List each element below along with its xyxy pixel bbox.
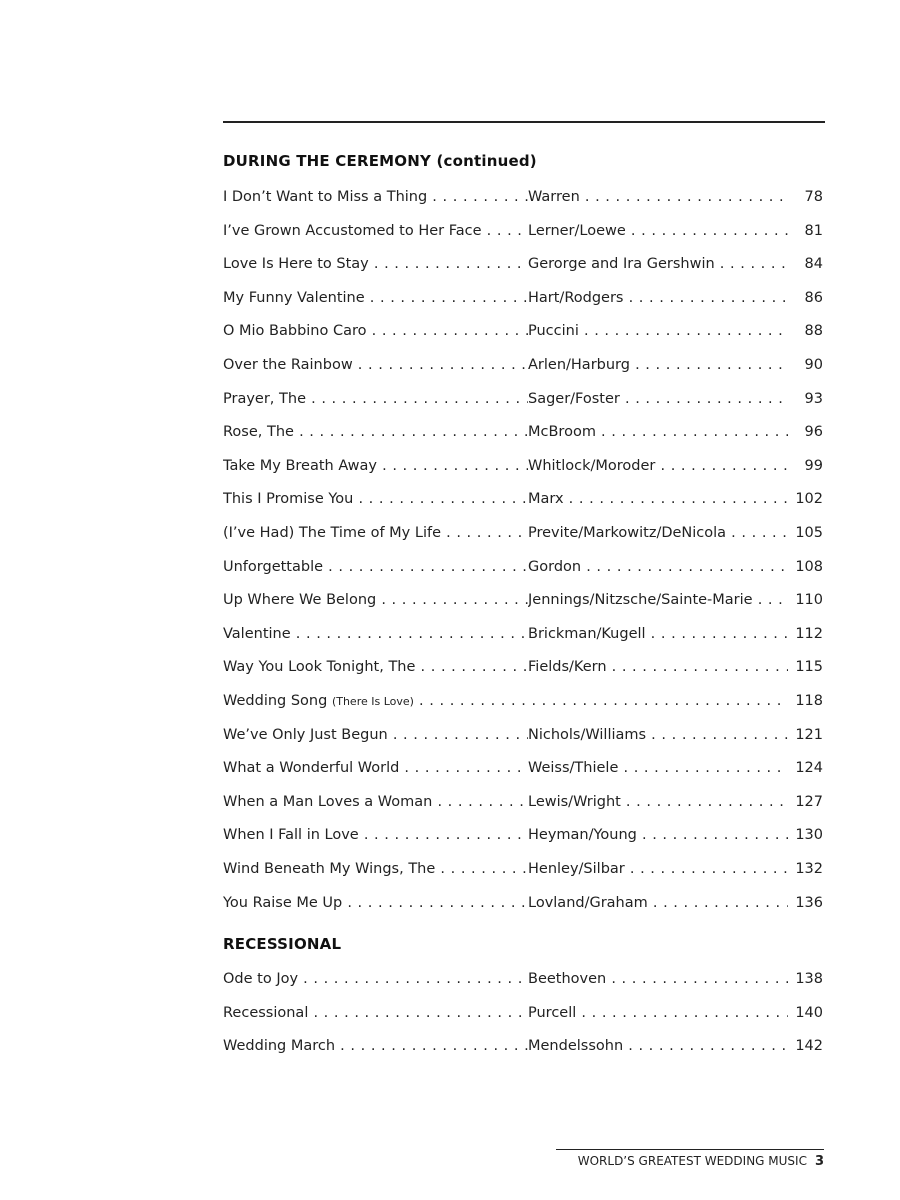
entry-composer [528, 969, 788, 989]
entry-composer-text: Gordon [528, 558, 582, 575]
toc-entry [223, 187, 823, 207]
entry-composer-text: Gerorge and Ira Gershwin [528, 256, 715, 273]
entry-composer [528, 792, 788, 812]
entry-composer-text: Beethoven [528, 971, 607, 987]
entry-composer [528, 725, 788, 745]
toc-entry [223, 456, 823, 476]
entry-page-number: 136 [788, 893, 823, 913]
toc-entry [223, 321, 823, 341]
entry-title-text: Wedding Song [223, 693, 328, 709]
entry-title-text: This I Promise You [223, 491, 354, 508]
entry-title [223, 254, 528, 274]
entry-composer-text: Lerner/Loewe [528, 222, 626, 239]
entry-title-text: (I’ve Had) The Time of My Life [223, 525, 442, 541]
entry-title [223, 489, 528, 509]
section-heading-recessional: RECESSIONAL [223, 935, 342, 953]
entry-title-text: I’ve Grown Accustomed to Her Face [223, 222, 482, 239]
toc-entry [223, 969, 823, 989]
entry-title-text: I Don’t Want to Miss a Thing [223, 189, 428, 205]
entry-page-number: 115 [788, 657, 823, 677]
entry-composer-text: Henley/Silbar [528, 861, 625, 877]
entry-page-number: 108 [788, 557, 823, 577]
entry-title-text: Up Where We Belong [223, 592, 377, 609]
toc-entry [223, 859, 823, 879]
toc-entry [223, 523, 823, 543]
entry-title [223, 590, 528, 610]
entry-composer [528, 456, 788, 476]
entry-page-number: 93 [788, 389, 823, 409]
entry-composer [528, 859, 788, 879]
entry-title-text: Unforgettable [223, 558, 324, 575]
toc-entry [223, 489, 823, 509]
book-title: WORLD’S GREATEST WEDDING MUSIC [577, 1154, 807, 1168]
entry-title [223, 288, 528, 308]
toc-entry [223, 221, 823, 241]
entry-page-number: 105 [788, 523, 823, 543]
entry-title [223, 1003, 528, 1023]
entry-title [223, 389, 528, 409]
entry-title [223, 422, 528, 442]
entry-composer [528, 254, 788, 274]
entry-page-number: 138 [788, 969, 823, 989]
toc-entry [223, 893, 823, 913]
entry-title-text: My Funny Valentine [223, 289, 365, 306]
entry-title-text: We’ve Only Just Begun [223, 726, 388, 743]
entry-page-number: 142 [788, 1036, 823, 1056]
entry-title [223, 557, 528, 577]
entry-page-number: 90 [788, 355, 823, 375]
entry-page-number: 86 [788, 288, 823, 308]
toc-entry [223, 557, 823, 577]
entry-composer [528, 288, 788, 308]
entry-title [223, 792, 528, 812]
toc-entry [223, 288, 823, 308]
entry-title [223, 969, 528, 989]
entry-title-text: O Mio Babbino Caro [223, 323, 367, 340]
entry-composer [528, 893, 788, 913]
entry-page-number: 130 [788, 825, 823, 845]
entry-composer-text: Puccini [528, 323, 579, 340]
toc-entry [223, 657, 823, 677]
entry-composer-text: Arlen/Harburg [528, 357, 630, 373]
entry-page-number: 110 [788, 590, 823, 610]
entry-subtitle: (There Is Love) [331, 695, 414, 708]
top-rule [223, 121, 825, 123]
entry-page-number: 112 [788, 624, 823, 644]
entry-composer [528, 590, 788, 610]
entry-composer [528, 1003, 788, 1023]
toc-entry [223, 355, 823, 375]
entry-title [223, 523, 528, 543]
entry-composer-text: McBroom [528, 424, 596, 441]
entry-title-text: Take My Breath Away [223, 457, 377, 474]
entry-page-number: 140 [788, 1003, 823, 1023]
entry-title-text: Prayer, The [223, 390, 306, 407]
entry-title-text: Love Is Here to Stay [223, 256, 369, 273]
entry-page-number: 81 [788, 221, 823, 241]
entry-title [223, 187, 528, 207]
entry-title [223, 725, 528, 745]
entry-title [223, 221, 528, 241]
entry-composer-text: Purcell [528, 1004, 577, 1021]
entry-title-text: You Raise Me Up [223, 894, 343, 911]
toc-entry [223, 792, 823, 812]
toc-entry [223, 590, 823, 610]
toc-entry [223, 758, 823, 778]
entry-title [223, 657, 528, 677]
toc-entry [223, 725, 823, 745]
entry-page-number: 88 [788, 321, 823, 341]
entry-composer-text: Mendelssohn [528, 1038, 624, 1055]
entry-composer [528, 422, 788, 442]
toc-entry [223, 1003, 823, 1023]
toc-entry [223, 389, 823, 409]
entry-title [223, 456, 528, 476]
entry-page-number: 118 [788, 691, 823, 711]
toc-entry [223, 825, 823, 845]
entry-title [223, 691, 788, 712]
entry-title [223, 1036, 528, 1056]
section-heading-ceremony: DURING THE CEREMONY (continued) [223, 152, 537, 170]
entry-composer-text: Weiss/Thiele [528, 760, 619, 777]
entry-composer-text: Marx [528, 491, 564, 508]
entry-composer [528, 389, 788, 409]
entry-composer [528, 187, 788, 207]
entry-page-number: 84 [788, 254, 823, 274]
entry-title-text: What a Wonderful World [223, 760, 400, 777]
entry-page-number: 102 [788, 489, 823, 509]
running-footer [556, 1154, 824, 1169]
entry-title-text: Way You Look Tonight, The [223, 659, 416, 676]
entry-page-number: 132 [788, 859, 823, 879]
entry-title-text: Wind Beneath My Wings, The [223, 861, 436, 877]
entry-composer [528, 624, 788, 644]
toc-entry [223, 624, 823, 644]
entry-composer-text: Whitlock/Moroder [528, 457, 656, 474]
entry-page-number: 127 [788, 792, 823, 812]
entry-page-number: 124 [788, 758, 823, 778]
entry-title [223, 758, 528, 778]
entry-title-text: Ode to Joy [223, 971, 299, 987]
entry-page-number: 96 [788, 422, 823, 442]
entry-composer [528, 758, 788, 778]
entry-composer [528, 825, 788, 845]
entry-composer [528, 221, 788, 241]
entry-page-number: 78 [788, 187, 823, 207]
page-number: 3 [814, 1154, 824, 1169]
entry-composer-text: Hart/Rodgers [528, 289, 624, 306]
toc-entry [223, 422, 823, 442]
entry-title-text: When I Fall in Love [223, 827, 359, 844]
entry-title-text: Over the Rainbow [223, 357, 353, 373]
toc-entry [223, 254, 823, 274]
entry-composer-text: Warren [528, 189, 580, 205]
entry-page-number: 99 [788, 456, 823, 476]
entry-composer [528, 557, 788, 577]
entry-composer-text: Jennings/Nitzsche/Sainte-Marie [528, 592, 753, 609]
entry-title [223, 893, 528, 913]
toc-entry [223, 691, 823, 711]
entry-composer-text: Brickman/Kugell [528, 625, 646, 642]
entry-composer [528, 1036, 788, 1056]
entry-composer [528, 355, 788, 375]
entry-page-number: 121 [788, 725, 823, 745]
entry-composer-text: Lovland/Graham [528, 894, 648, 911]
entry-composer-text: Sager/Foster [528, 390, 620, 407]
entry-title-text: Rose, The [223, 424, 294, 441]
entry-composer-text: Previte/Markowitz/DeNicola [528, 525, 727, 541]
entry-composer-text: Heyman/Young [528, 827, 637, 844]
entry-composer-text: Nichols/Williams [528, 726, 647, 743]
entry-composer-text: Lewis/Wright [528, 793, 621, 810]
entry-title [223, 624, 528, 644]
entry-composer-text: Fields/Kern [528, 659, 607, 676]
entry-title [223, 859, 528, 879]
entry-composer [528, 523, 788, 543]
entry-title-text: Valentine [223, 625, 291, 642]
entry-composer [528, 321, 788, 341]
toc-entry [223, 1036, 823, 1056]
entry-title [223, 825, 528, 845]
entry-title [223, 355, 528, 375]
footer-rule [556, 1149, 824, 1150]
entry-title-text: Recessional [223, 1004, 309, 1021]
entry-title-text: Wedding March [223, 1038, 336, 1055]
entry-composer [528, 489, 788, 509]
entry-title [223, 321, 528, 341]
entry-title-text: When a Man Loves a Woman [223, 793, 433, 810]
entry-composer [528, 657, 788, 677]
